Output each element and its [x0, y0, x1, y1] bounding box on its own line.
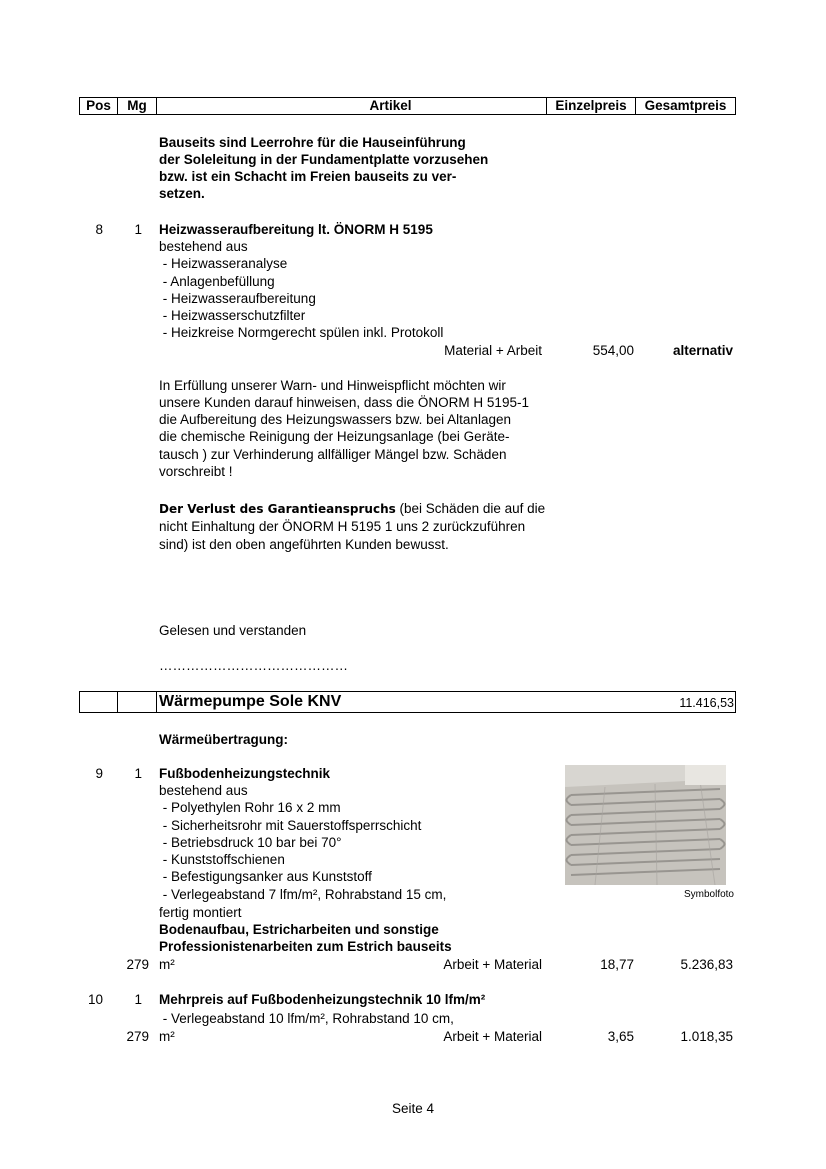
- item8-pos: 8: [95, 222, 103, 237]
- header-einzelpreis: Einzelpreis: [555, 98, 627, 113]
- item8-total: alternativ: [672, 343, 733, 358]
- item10-type: Arbeit + Material: [443, 1029, 542, 1044]
- item9-line: - Sicherheitsrohr mit Sauerstoffsperrschicht: [159, 818, 422, 833]
- item9-line: - Polyethylen Rohr 16 x 2 mm: [159, 800, 341, 815]
- section-title: Wärmepumpe Sole KNV: [159, 693, 342, 710]
- intro-note-line: bzw. ist ein Schacht im Freien bauseits zu ver-: [159, 169, 457, 184]
- item8-warning-line: die chemische Reinigung der Heizungsanlage (bei Geräte-: [159, 429, 510, 444]
- guarantee-rest: (bei Schäden die auf die: [395, 501, 546, 516]
- item9-bold-line: Professionistenarbeiten zum Estrich bauseits: [159, 939, 452, 954]
- item8-guarantee-line: nicht Einhaltung der ÖNORM H 5195 1 uns 2 zurückzuführen: [159, 519, 526, 534]
- item10-pos: 10: [87, 992, 103, 1007]
- item8-line: - Heizkreise Normgerecht spülen inkl. Protokoll: [159, 325, 444, 340]
- section-total: 11.416,53: [679, 696, 734, 710]
- item9-total: 5.236,83: [680, 957, 733, 972]
- item9-line: - Befestigungsanker aus Kunststoff: [159, 869, 372, 884]
- item8-warning-line: vorschreibt !: [159, 464, 233, 479]
- item10-unit: m²: [159, 1029, 175, 1044]
- item8-read: Gelesen und verstanden: [159, 623, 307, 638]
- item9-line: fertig montiert: [159, 905, 242, 920]
- item9-type: Arbeit + Material: [443, 957, 542, 972]
- item8-guarantee: [159, 500, 545, 518]
- section-bar: [79, 691, 736, 713]
- item8-line: - Heizwasseraufbereitung: [159, 291, 316, 306]
- item8-line: - Anlagenbefüllung: [159, 274, 275, 289]
- item9-qty: 279: [126, 957, 149, 972]
- subheading: Wärmeübertragung:: [159, 732, 289, 747]
- item8-type: Material + Arbeit: [444, 343, 542, 358]
- item8-line: bestehend aus: [159, 239, 248, 254]
- signature-dots: ……………………………………: [159, 658, 348, 673]
- header-gesamtpreis: Gesamtpreis: [644, 98, 727, 113]
- item9-unit: m²: [159, 957, 175, 972]
- item9-line: bestehend aus: [159, 783, 248, 798]
- item8-line: - Heizwasseranalyse: [159, 256, 288, 271]
- item8-title: Heizwasseraufbereitung lt. ÖNORM H 5195: [159, 222, 433, 237]
- intro-note-line: Bauseits sind Leerrohre für die Hauseinführung: [159, 135, 466, 150]
- item8-unit-price: 554,00: [592, 343, 634, 358]
- item8-warning-line: unsere Kunden darauf hinweisen, dass die ÖNORM H 5195-1: [159, 395, 529, 410]
- guarantee-bold: Der Verlust des Garantieanspruchs: [159, 502, 396, 516]
- item9-bold-line: Bodenaufbau, Estricharbeiten und sonstige: [159, 922, 439, 937]
- item10-line: - Verlegeabstand 10 lfm/m², Rohrabstand 10 cm,: [159, 1011, 454, 1026]
- item9-pos: 9: [95, 766, 103, 781]
- item8-warning-line: tausch ) zur Verhinderung allfälliger Mängel bzw. Schäden: [159, 447, 507, 462]
- item9-mg: 1: [134, 766, 142, 781]
- photo-caption: Symbolfoto: [683, 889, 734, 900]
- item9-unit-price: 18,77: [600, 957, 634, 972]
- item8-guarantee-line: sind) ist den oben angeführten Kunden bewusst.: [159, 537, 449, 552]
- item9-line: - Verlegeabstand 7 lfm/m², Rohrabstand 15 cm,: [159, 887, 447, 902]
- intro-note-line: der Soleleitung in der Fundamentplatte vorzusehen: [159, 152, 489, 167]
- item8-line: - Heizwasserschutzfilter: [159, 308, 306, 323]
- item8-warning-line: die Aufbereitung des Heizungswassers bzw. bei Altanlagen: [159, 412, 511, 427]
- item10-mg: 1: [134, 992, 142, 1007]
- table-header: [79, 97, 736, 115]
- item9-line: - Kunststoffschienen: [159, 852, 285, 867]
- intro-note-line: setzen.: [159, 186, 205, 201]
- item10-unit-price: 3,65: [607, 1029, 634, 1044]
- header-mg: Mg: [127, 98, 147, 113]
- item8-mg: 1: [134, 222, 142, 237]
- item8-warning-line: In Erfüllung unserer Warn- und Hinweispflicht möchten wir: [159, 378, 506, 393]
- floor-heating-photo: [565, 765, 726, 885]
- item9-line: - Betriebsdruck 10 bar bei 70°: [159, 835, 342, 850]
- item9-title: Fußbodenheizungstechnik: [159, 766, 330, 781]
- item10-title: Mehrpreis auf Fußbodenheizungstechnik 10 lfm/m²: [159, 992, 486, 1007]
- item10-qty: 279: [126, 1029, 149, 1044]
- item10-total: 1.018,35: [680, 1029, 733, 1044]
- header-artikel: Artikel: [369, 98, 412, 113]
- page-number: Seite 4: [391, 1101, 435, 1116]
- header-pos: Pos: [86, 98, 111, 113]
